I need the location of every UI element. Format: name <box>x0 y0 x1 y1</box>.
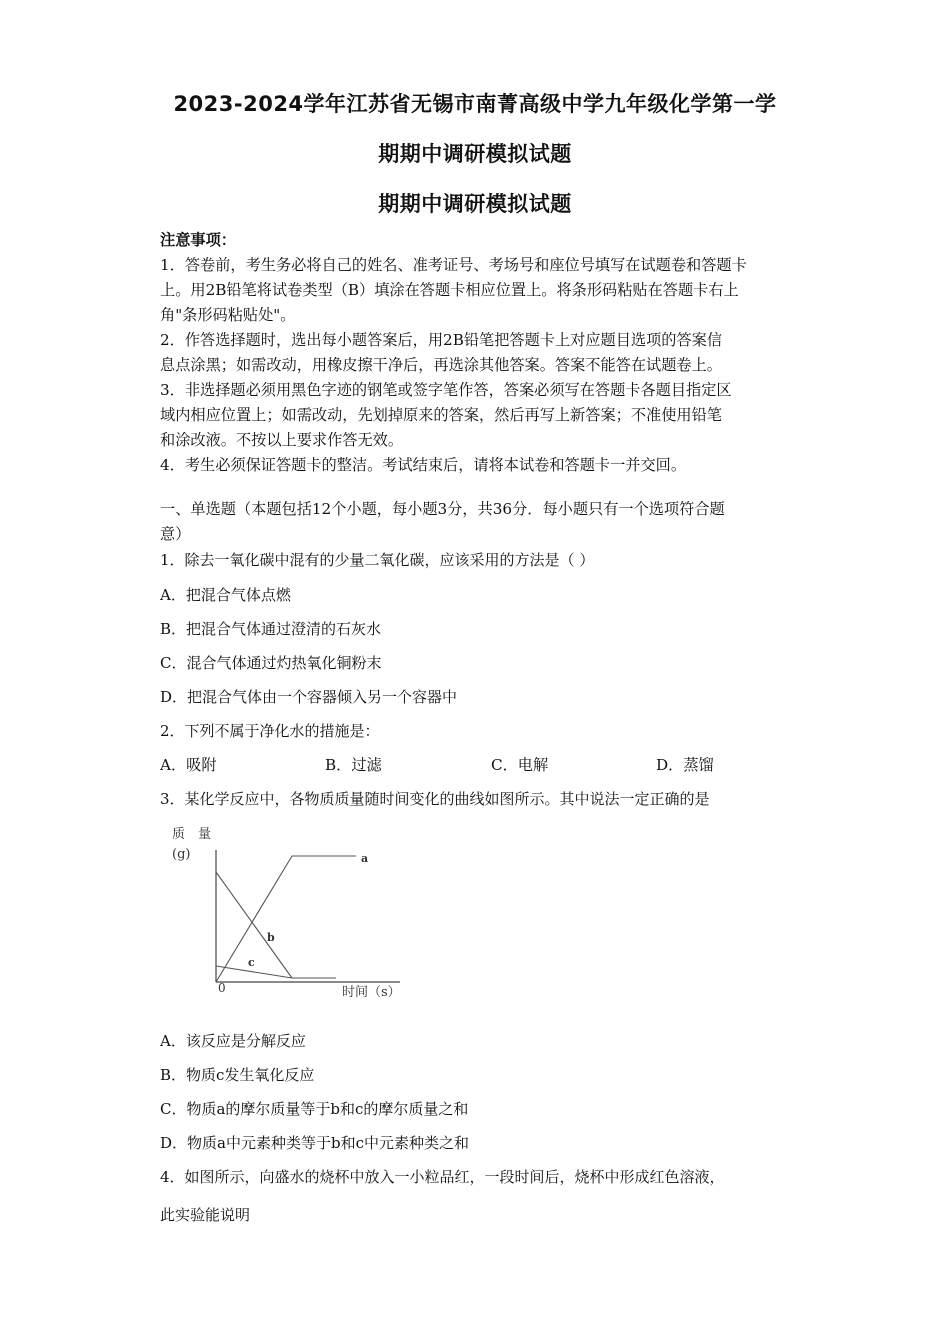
exam-title-line-1: 2023-2024学年江苏省无锡市南菁高级中学九年级化学第一学 <box>173 92 777 116</box>
y-axis-unit: (g) <box>172 847 191 862</box>
notes-line: 4．考生必须保证答题卡的整洁。考试结束后，请将本试卷和答题卡一并交回。 <box>160 456 687 474</box>
q1-option-c: C．混合气体通过灼热氧化铜粉末 <box>160 654 382 672</box>
q1-option-d: D．把混合气体由一个容器倾入另一个容器中 <box>160 688 458 706</box>
curve-a-label: a <box>361 852 369 865</box>
y-axis-label: 质 量 <box>172 827 212 842</box>
curve-c-label: c <box>248 956 255 969</box>
notes-line: 息点涂黑；如需改动，用橡皮擦干净后，再选涂其他答案。答案不能答在试题卷上。 <box>160 356 722 374</box>
q2-stem: 2．下列不属于净化水的措施是： <box>160 722 380 740</box>
notes-line: 角"条形码粘贴处"。 <box>160 306 296 324</box>
section-heading-line-1: 一、单选题（本题包括12个小题，每小题3分，共36分．每小题只有一个选项符合题 <box>160 500 725 518</box>
q1-option-a: A．把混合气体点燃 <box>160 586 291 604</box>
q3-stem: 3．某化学反应中，各物质质量随时间变化的曲线如图所示。其中说法一定正确的是 <box>160 790 710 808</box>
notes-line: 域内相应位置上；如需改动，先划掉原来的答案，然后再写上新答案；不准使用铅笔 <box>160 406 722 424</box>
section-heading-line-2: 意） <box>160 525 191 543</box>
curve-a <box>216 856 356 982</box>
q2-option-d: D．蒸馏 <box>656 756 714 774</box>
exam-title-line-3: 期期中调研模拟试题 <box>378 192 572 216</box>
q3-option-b: B．物质c发生氧化反应 <box>160 1066 315 1084</box>
q4-stem-line-2: 此实验能说明 <box>160 1206 251 1224</box>
notes-block <box>160 228 800 478</box>
curve-b-label: b <box>267 931 275 944</box>
q3-option-d: D．物质a中元素种类等于b和c中元素种类之和 <box>160 1134 469 1152</box>
origin-label: 0 <box>218 981 226 995</box>
q1-stem: 1．除去一氧化碳中混有的少量二氧化碳，应该采用的方法是（ ） <box>160 551 595 569</box>
mass-time-graph <box>160 820 420 1005</box>
q2-option-b: B．过滤 <box>325 756 382 774</box>
notes-line: 2．作答选择题时，选出每小题答案后，用2B铅笔把答题卡上对应题目选项的答案信 <box>160 331 723 349</box>
notes-line: 1．答卷前，考生务必将自己的姓名、准考证号、考场号和座位号填写在试题卷和答题卡 <box>160 256 747 274</box>
x-axis-label: 时间（s） <box>342 985 401 1000</box>
exam-title-line-2: 期期中调研模拟试题 <box>378 142 572 166</box>
q3-option-c: C．物质a的摩尔质量等于b和c的摩尔质量之和 <box>160 1100 469 1118</box>
notes-line: 3．非选择题必须用黑色字迹的钢笔或签字笔作答，答案必须写在答题卡各题目指定区 <box>160 381 732 399</box>
notes-line: 和涂改液。不按以上要求作答无效。 <box>160 431 403 449</box>
q3-option-a: A．该反应是分解反应 <box>160 1032 306 1050</box>
q1-option-b: B．把混合气体通过澄清的石灰水 <box>160 620 382 638</box>
q4-stem-line-1: 4．如图所示，向盛水的烧杯中放入一小粒品红，一段时间后，烧杯中形成红色溶液， <box>160 1168 725 1186</box>
notes-heading: 注意事项： <box>160 231 236 249</box>
q2-option-a: A．吸附 <box>160 756 217 774</box>
q2-option-c: C．电解 <box>491 756 549 774</box>
section-heading <box>160 497 800 547</box>
notes-line: 上。用2B铅笔将试卷类型（B）填涂在答题卡相应位置上。将条形码粘贴在答题卡右上 <box>160 281 739 299</box>
